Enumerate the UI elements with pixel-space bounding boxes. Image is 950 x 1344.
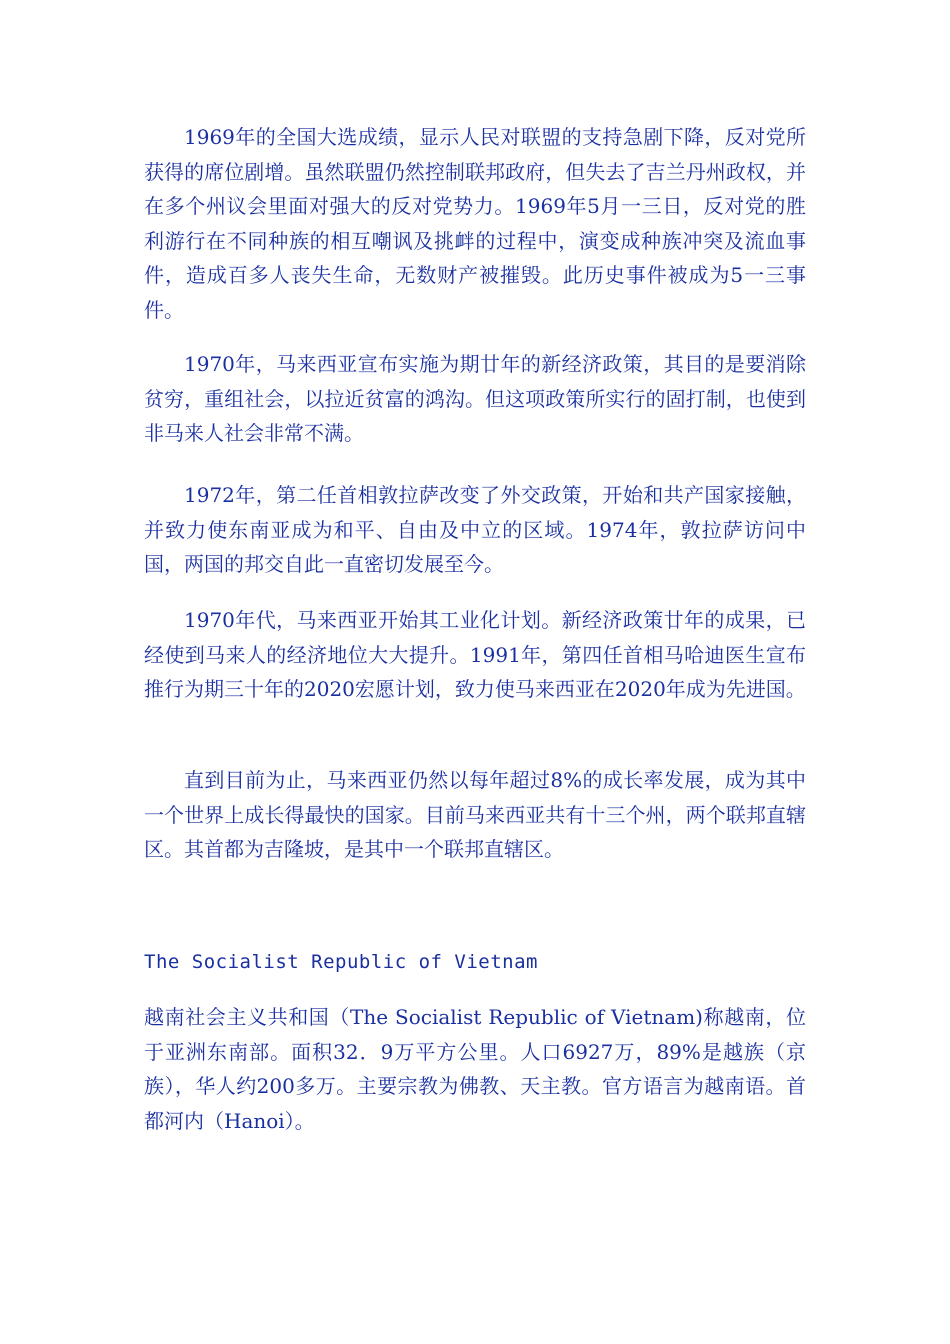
paragraph-1969-election: 1969年的全国大选成绩，显示人民对联盟的支持急剧下降，反对党所获得的席位剧增。虽然联盟仍然控制联邦政府，但失去了吉兰丹州政权，并在多个州议会里面对强大的反对党势力。1969年5月一三日，反对党的胜利游行在不同种族的相互嘲讽及挑衅的过程中，演变成种族冲突及流血事件，造成百多人丧失生命，无数财产被摧毁。此历史事件被成为5一三事件。 bbox=[144, 125, 806, 322]
paragraph-growth-rate: 直到目前为止，马来西亚仍然以每年超过8%的成长率发展，成为其中一个世界上成长得最快的国家。目前马来西亚共有十三个州，两个联邦直辖区。其首都为吉隆坡，是其中一个联邦直辖区。 bbox=[144, 768, 806, 861]
section-heading-vietnam: The Socialist Republic of Vietnam bbox=[144, 951, 538, 973]
paragraph-1970-economic-policy: 1970年，马来西亚宣布实施为期廿年的新经济政策，其目的是要消除贫穷，重组社会，以拉近贫富的鸿沟。但这项政策所实行的固打制，也使到非马来人社会非常不满。 bbox=[144, 352, 806, 445]
paragraph-1972-foreign-policy: 1972年，第二任首相敦拉萨改变了外交政策，开始和共产国家接触，并致力使东南亚成为和平、自由及中立的区域。1974年，敦拉萨访问中国，两国的邦交自此一直密切发展至今。 bbox=[144, 483, 806, 576]
paragraph-1970s-industrialization: 1970年代，马来西亚开始其工业化计划。新经济政策廿年的成果，已经使到马来人的经济地位大大提升。1991年，第四任首相马哈迪医生宣布推行为期三十年的2020宏愿计划，致力使马来西亚在2020年成为先进国。 bbox=[144, 608, 806, 701]
paragraph-vietnam-overview: 越南社会主义共和国（The Socialist Republic of Vietnam)称越南，位于亚洲东南部。面积32．9万平方公里。人口6927万，89%是越族（京族），华人约200多万。主要宗教为佛教、天主教。官方语言为越南语。首都河内（Hanoi）。 bbox=[144, 1005, 806, 1133]
